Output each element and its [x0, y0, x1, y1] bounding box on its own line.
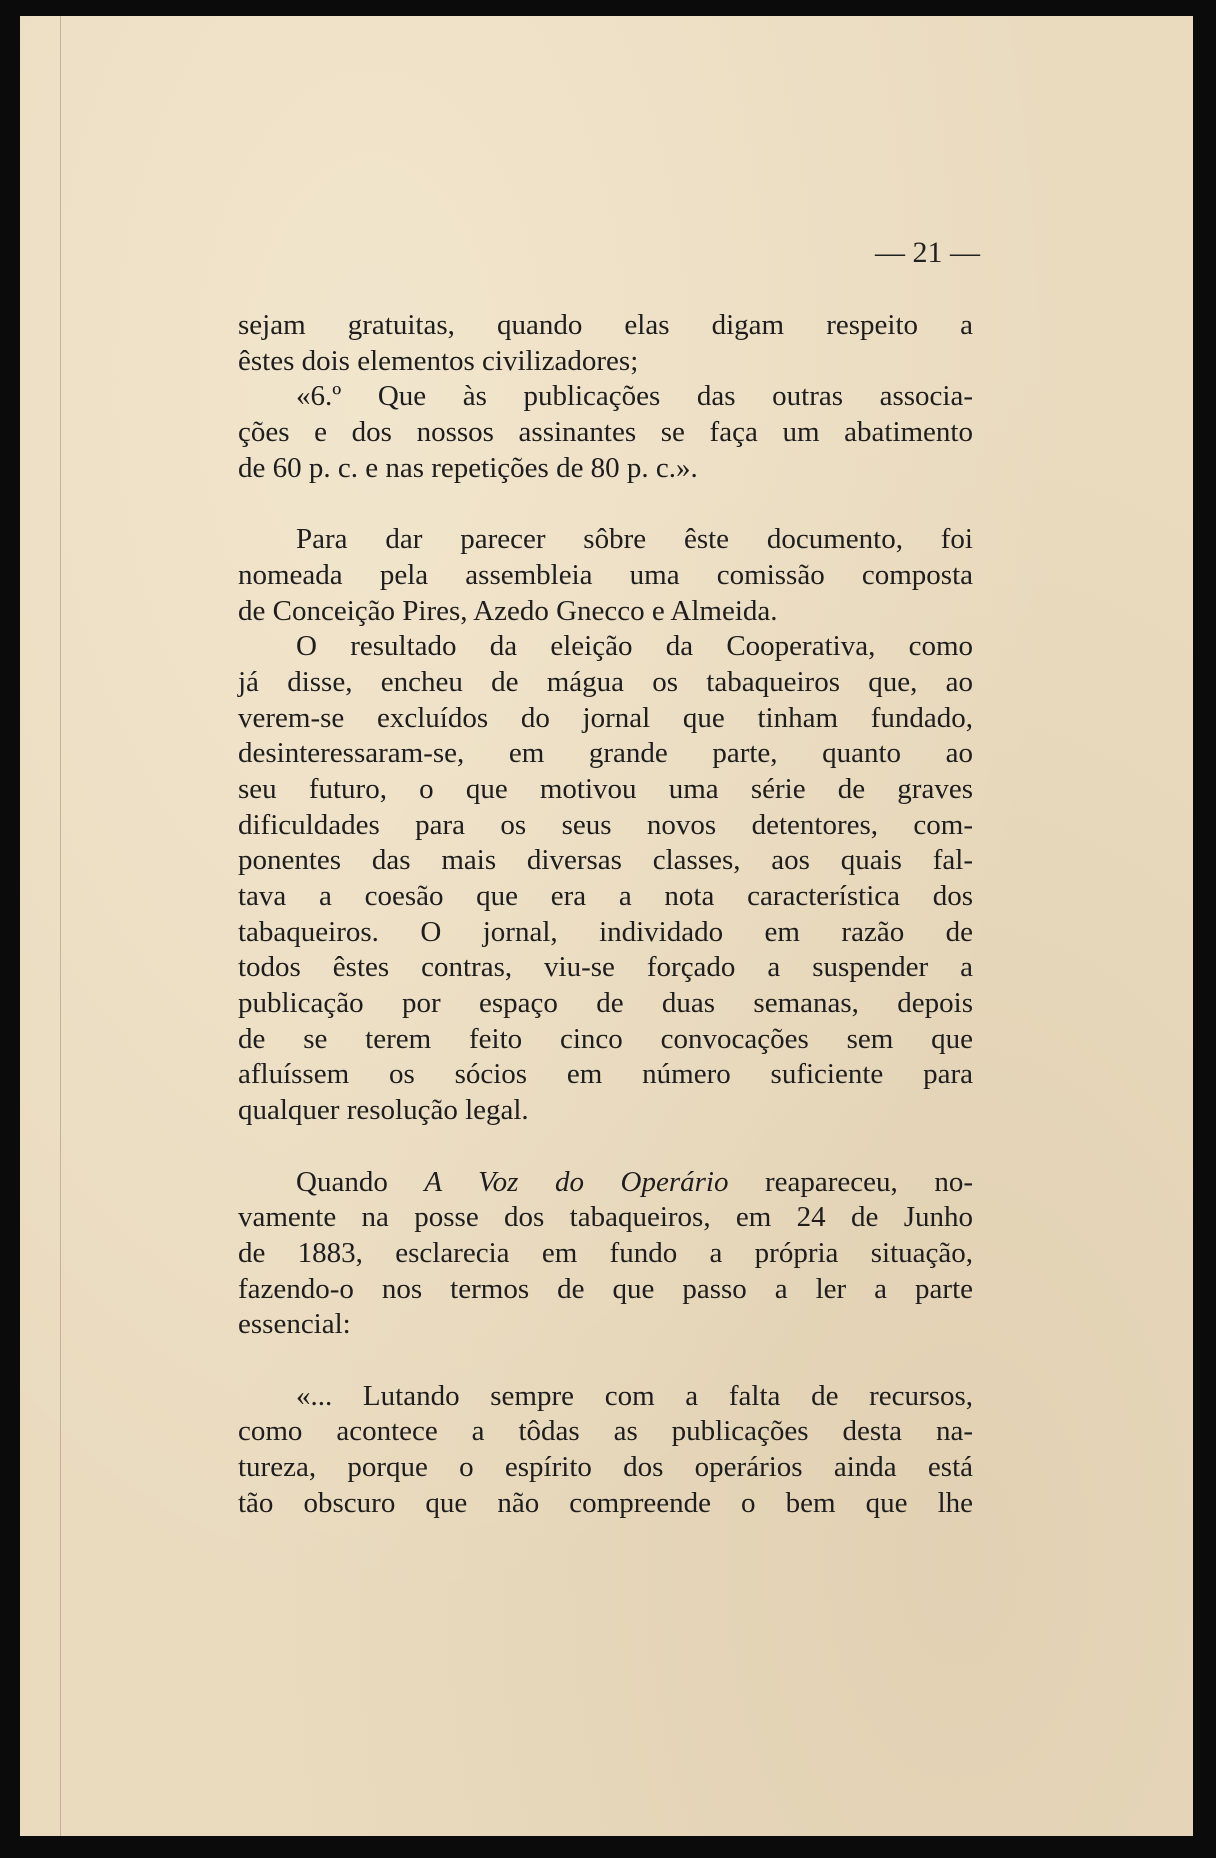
text-line: ções e dos nossos assinantes se faça um abatimento [238, 416, 973, 449]
text-line: seu futuro, o que motivou uma série de graves [238, 772, 973, 805]
text-line: de Conceição Pires, Azedo Gnecco e Almeida. [238, 594, 778, 627]
text-line: sejam gratuitas, quando elas digam respeito a [238, 309, 973, 341]
text-line: tava a coesão que era a nota característica dos [238, 880, 973, 912]
text-line: essencial: [238, 1308, 351, 1341]
text-line: publicação por espaço de duas semanas, depois [238, 987, 973, 1020]
text-line: já disse, encheu de mágua os tabaqueiros que, ao [238, 665, 973, 698]
text-line: vamente na posse dos tabaqueiros, em 24 de Junho [238, 1201, 973, 1234]
text-line: «6.º Que às publicações das outras associa- [296, 380, 973, 413]
text-line: de 1883, esclarecia em fundo a própria situação, [238, 1236, 973, 1269]
text-line: «... Lutando sempre com a falta de recursos, [296, 1379, 973, 1412]
text-line: verem-se excluídos do jornal que tinham fundado, [238, 701, 973, 734]
text-segment: Quando [296, 1165, 425, 1198]
periodical-title: A Voz do Operário [424, 1165, 729, 1198]
page-gutter [60, 16, 61, 1836]
paragraph-gap [238, 1129, 973, 1165]
text-line: todos êstes contras, viu-se forçado a suspender a [238, 951, 973, 984]
text-line: qualquer resolução legal. [238, 1094, 529, 1127]
text-line: de 60 p. c. e nas repetições de 80 p. c.». [238, 451, 698, 484]
text-line [238, 1165, 973, 1201]
body-text [238, 308, 973, 1521]
text-line: O resultado da eleição da Cooperativa, como [296, 630, 973, 663]
paragraph-gap [238, 1343, 973, 1379]
text-line: nomeada pela assembleia uma comissão composta [238, 558, 973, 591]
text-line: de se terem feito cinco convocações sem que [238, 1022, 973, 1055]
page-number: — 21 — [875, 236, 980, 269]
text-segment: reapareceu, no- [728, 1165, 974, 1198]
paragraph-gap [238, 486, 973, 522]
text-line: como acontece a tôdas as publicações desta na- [238, 1415, 973, 1448]
text-line: tabaqueiros. O jornal, individado em razão de [238, 915, 973, 948]
text-line: Para dar parecer sôbre êste documento, foi [296, 523, 973, 556]
text-line: ponentes das mais diversas classes, aos quais fal- [238, 844, 973, 877]
text-line: dificuldades para os seus novos detentores, com- [238, 808, 973, 841]
text-line: fazendo-o nos termos de que passo a ler a parte [238, 1272, 973, 1305]
text-line: tão obscuro que não compreende o bem que lhe [238, 1486, 973, 1519]
text-line: tureza, porque o espírito dos operários ainda está [238, 1451, 973, 1483]
text-line: êstes dois elementos civilizadores; [238, 344, 639, 377]
text-line: desinteressaram-se, em grande parte, quanto ao [238, 737, 973, 770]
text-line: afluíssem os sócios em número suficiente para [238, 1058, 973, 1091]
